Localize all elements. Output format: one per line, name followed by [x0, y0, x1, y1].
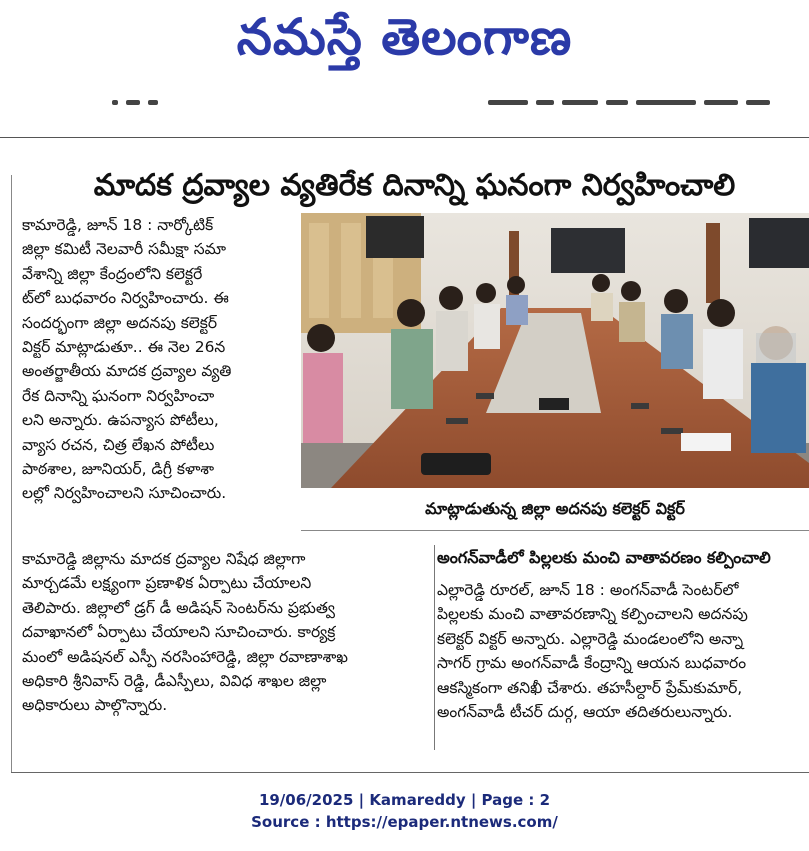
caption-divider — [301, 530, 809, 531]
article-line: కామారెడ్డి, జూన్ 18 : నార్కోటిక్ — [22, 216, 214, 234]
article-line: ట్‌లో బుధవారం నిర్వహించారు. ఈ — [22, 289, 229, 308]
article-line: రేక దినాన్ని ఘనంగా నిర్వహించా — [22, 386, 215, 405]
left-border — [11, 175, 12, 772]
side-story-line: పిల్లలకు మంచి వాతావరణాన్ని కల్పించాలని అదనపు — [437, 605, 748, 624]
side-story-body — [437, 578, 809, 724]
article-line: సందర్భంగా జిల్లా అదనపు కలెక్టర్ — [22, 313, 218, 332]
masthead — [0, 0, 809, 90]
article-line: దవాఖానలో ఏర్పాటు చేయాలని సూచించారు. కార్యక్ర — [22, 623, 336, 642]
article-line: వ్యాస రచన, చిత్ర లేఖన పోటీలు — [22, 435, 215, 454]
bottom-divider — [11, 772, 809, 773]
footer-source: Source : https://epaper.ntnews.com/ — [251, 813, 558, 831]
article-line: కామారెడ్డి జిల్లాను మాదక ద్రవ్యాల నిషేధ జిల్లాగా — [22, 550, 306, 568]
side-story-line: ఎల్లారెడ్డి రూరల్, జూన్ 18 : అంగన్‌వాడీ సెంటర్‌లో — [437, 581, 739, 599]
article-line: మార్చడమే లక్ష్యంగా ప్రణాళిక ఏర్పాటు చేయాలని — [22, 574, 312, 593]
masthead-logo: నమస్తే తెలంగాణ — [236, 8, 573, 66]
article-column — [22, 213, 292, 506]
article-line: జిల్లా కమిటీ నెలవారీ సమీక్షా సమా — [22, 240, 227, 259]
article-line: విక్టర్ మాట్లాడుతూ.. ఈ నెల 26న — [22, 338, 226, 357]
footer-date-edition: 19/06/2025 | Kamareddy | Page : 2 — [258, 791, 551, 809]
article-headline: మాదక ద్రవ్యాల వ్యతిరేక దినాన్ని ఘనంగా నిర్వహించాలి — [93, 168, 736, 203]
article-continuation — [22, 547, 430, 718]
side-story-line: సాగర్ గ్రామ అంగన్‌వాడీ కేంద్రాన్ని ఆయన బుధవారం — [437, 654, 747, 673]
article-line: లల్లో నిర్వహించాలని సూచించారు. — [22, 484, 227, 503]
side-story-line: కలెక్టర్ విక్టర్ అన్నారు. ఎల్లారెడ్డి మండలంలోని అన్నా — [437, 629, 744, 648]
article-line: వేశాన్ని జిల్లా కేంద్రంలోని కలెక్టరే — [22, 264, 203, 283]
article-line: తెలిపారు. జిల్లాలో డ్రగ్ డీ అడిషన్ సెంటర్‌ను ప్రభుత్వ — [22, 598, 335, 617]
photo-caption: మాట్లాడుతున్న జిల్లా అదనపు కలెక్టర్ విక్టర్ — [425, 499, 685, 518]
article-line: అధికారులు పాల్గొన్నారు. — [22, 696, 168, 715]
article-line: అధికారి శ్రీనివాస్ రెడ్డి, డీఎస్పీలు, వివిధ శాఖల జిల్లా — [22, 672, 327, 691]
meeting-photo — [301, 213, 809, 488]
cropped-text-fragment-right — [488, 92, 778, 102]
side-story-title: అంగన్‌వాడీలో పిల్లలకు మంచి వాతావరణం కల్పించాలి — [437, 548, 771, 567]
article-line: పాఠశాల, జూనియర్, డిగ్రీ కళాశా — [22, 460, 215, 479]
meeting-photo-image — [301, 213, 809, 488]
top-divider — [0, 137, 809, 138]
side-story-line: ఆకస్మికంగా తనిఖీ చేశారు. తహసీల్దార్ ప్రేమ్‌కుమార్, — [437, 678, 743, 697]
side-story-line: అంగన్‌వాడీ టీచర్ దుర్గ, ఆయా తదితరులున్నారు. — [437, 703, 733, 722]
cropped-text-fragment-left — [112, 92, 192, 102]
article-line: అంతర్జాతీయ మాదక ద్రవ్యాల వ్యతి — [22, 362, 232, 381]
article-line: మంలో అడిషనల్ ఎస్పీ నరసింహారెడ్డి, జిల్లా రవాణాశాఖ — [22, 647, 348, 666]
side-story-divider — [434, 545, 435, 750]
article-line: లని అన్నారు. ఉపన్యాస పోటీలు, — [22, 411, 219, 430]
